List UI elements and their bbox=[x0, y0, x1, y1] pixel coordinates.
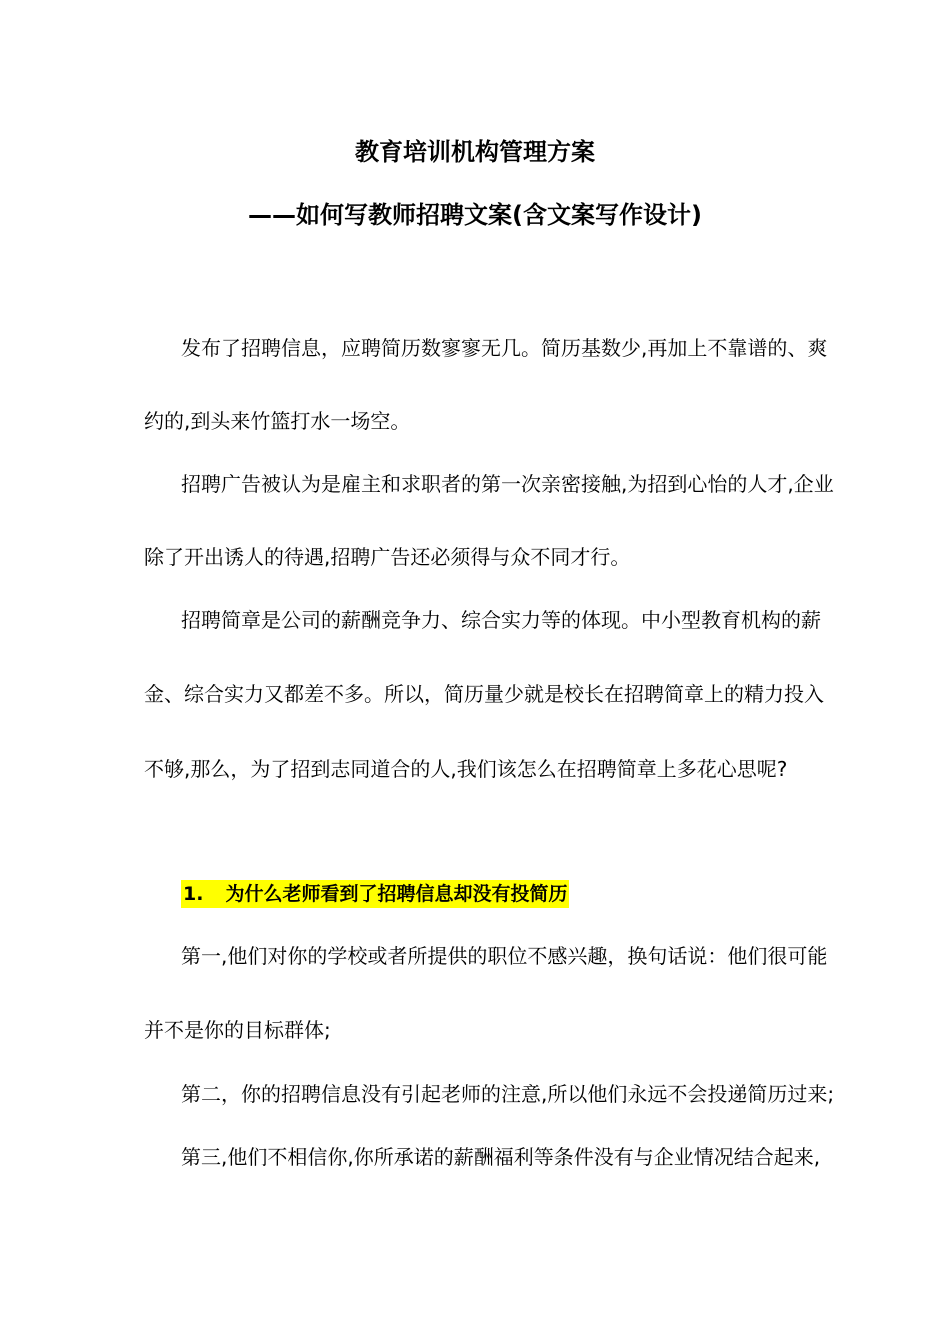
paragraph-3-line-2: 金、综合实力又都差不多。所以，简历量少就是校长在招聘简章上的精力投入 bbox=[144, 682, 824, 706]
paragraph-1-line-2: 约的,到头来竹篮打水一场空。 bbox=[144, 409, 411, 433]
section-1-paragraph-1-line-1: 第一,他们对你的学校或者所提供的职位不感兴趣，换句话说：他们很可能 bbox=[181, 944, 828, 968]
document-title: 教育培训机构管理方案 bbox=[355, 138, 595, 166]
paragraph-3-line-1: 招聘简章是公司的薪酬竞争力、综合实力等的体现。中小型教育机构的薪 bbox=[181, 608, 821, 632]
section-1-paragraph-3-line-1: 第三,他们不相信你,你所承诺的薪酬福利等条件没有与企业情况结合起来, bbox=[181, 1145, 821, 1169]
section-1-paragraph-1-line-2: 并不是你的目标群体; bbox=[144, 1018, 331, 1042]
section-1-heading-text: 为什么老师看到了招聘信息却没有投简历 bbox=[225, 883, 568, 905]
section-1-heading bbox=[181, 880, 569, 908]
section-1-paragraph-2-line-1: 第二，你的招聘信息没有引起老师的注意,所以他们永远不会投递简历过来; bbox=[181, 1082, 835, 1106]
document-subtitle: ——如何写教师招聘文案(含文案写作设计) bbox=[248, 201, 702, 229]
paragraph-1-line-1: 发布了招聘信息，应聘简历数寥寥无几。简历基数少,再加上不靠谱的、爽 bbox=[181, 336, 828, 360]
paragraph-2-line-1: 招聘广告被认为是雇主和求职者的第一次亲密接触,为招到心怡的人才,企业 bbox=[181, 472, 834, 496]
paragraph-2-line-2: 除了开出诱人的待遇,招聘广告还必须得与众不同才行。 bbox=[144, 545, 631, 569]
section-1-number: 1. bbox=[183, 883, 204, 905]
paragraph-3-line-3: 不够,那么，为了招到志同道合的人,我们该怎么在招聘简章上多花心思呢? bbox=[144, 757, 788, 781]
